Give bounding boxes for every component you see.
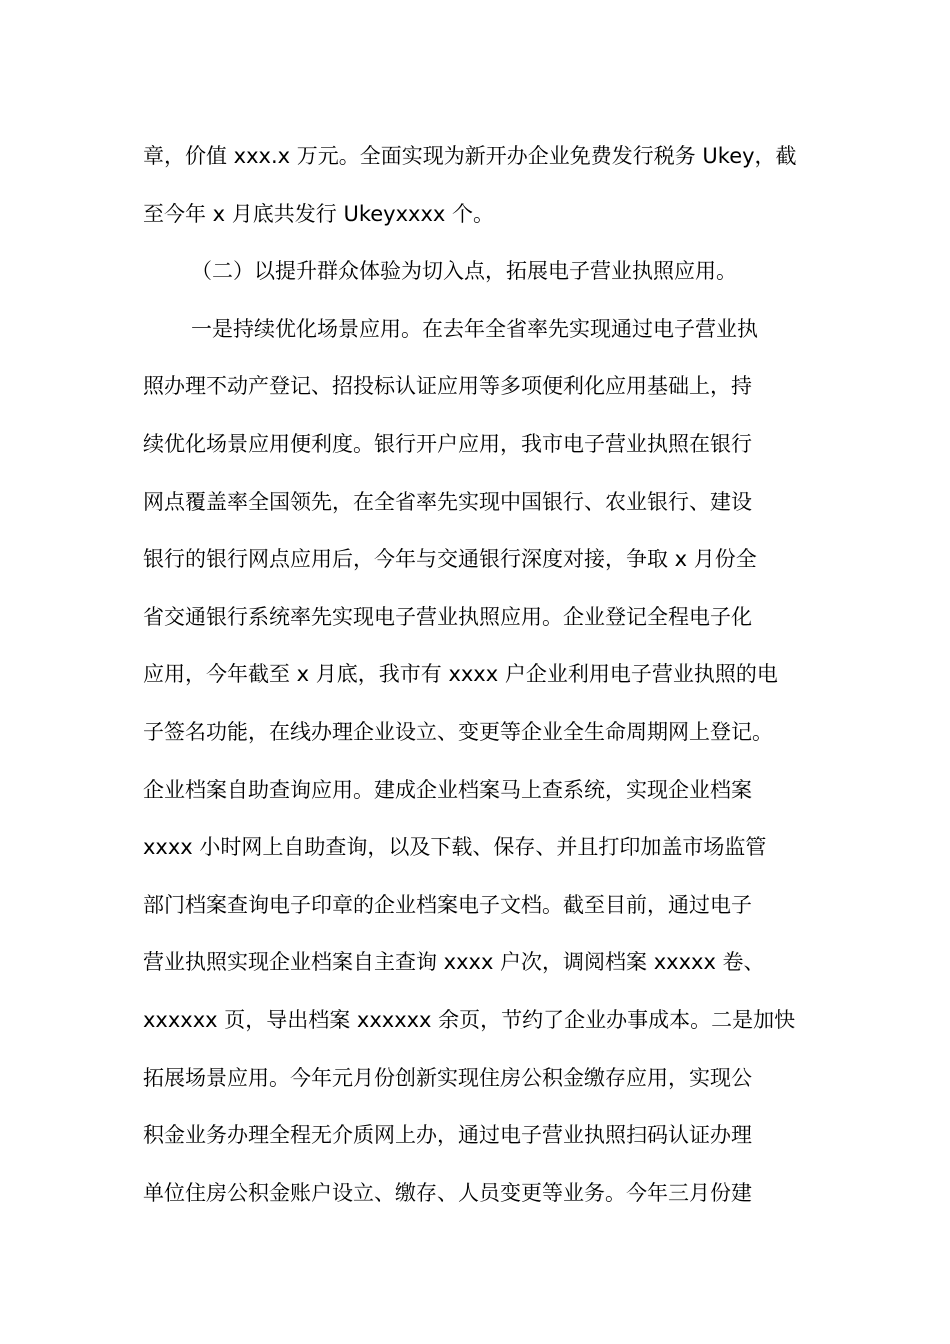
- text-line: 企业档案自助查询应用。建成企业档案马上查系统，实现企业档案: [143, 777, 752, 802]
- text-line: 续优化场景应用便利度。银行开户应用，我市电子营业执照在银行: [143, 431, 752, 456]
- text-line: 照办理不动产登记、招投标认证应用等多项便利化应用基础上，持: [143, 374, 752, 399]
- text-line: 章，价值 xxx.x 万元。全面实现为新开办企业免费发行税务 Ukey，截: [143, 144, 797, 168]
- document-body: [143, 128, 823, 1222]
- text-line: 应用，今年截至 x 月底，我市有 xxxx 户企业利用电子营业执照的电: [143, 662, 778, 687]
- text-line: 营业执照实现企业档案自主查询 xxxx 户次，调阅档案 xxxxx 卷、: [143, 950, 765, 975]
- text-line: xxxx 小时网上自助查询，以及下载、保存、并且打印加盖市场监管: [143, 835, 767, 860]
- section-heading: （二）以提升群众体验为切入点，拓展电子营业执照应用。: [191, 259, 737, 284]
- text-line: 至今年 x 月底共发行 Ukeyxxxx 个。: [143, 201, 494, 226]
- text-line: xxxxxx 页，导出档案 xxxxxx 余页，节约了企业办事成本。二是加快: [143, 1007, 796, 1032]
- text-line: 省交通银行系统率先实现电子营业执照应用。企业登记全程电子化: [143, 604, 752, 629]
- text-line: 积金业务办理全程无介质网上办，通过电子营业执照扫码认证办理: [143, 1123, 752, 1148]
- text-line: 一是持续优化场景应用。在去年全省率先实现通过电子营业执: [191, 316, 758, 341]
- text-line: 网点覆盖率全国领先，在全省率先实现中国银行、农业银行、建设: [143, 489, 752, 514]
- text-line: 部门档案查询电子印章的企业档案电子文档。截至目前，通过电子: [143, 892, 752, 917]
- text-line: 银行的银行网点应用后，今年与交通银行深度对接，争取 x 月份全: [143, 547, 757, 572]
- text-line: 单位住房公积金账户设立、缴存、人员变更等业务。今年三月份建: [143, 1180, 752, 1205]
- text-line: 拓展场景应用。今年元月份创新实现住房公积金缴存应用，实现公: [143, 1065, 752, 1090]
- text-line: 子签名功能，在线办理企业设立、变更等企业全生命周期网上登记。: [143, 719, 773, 744]
